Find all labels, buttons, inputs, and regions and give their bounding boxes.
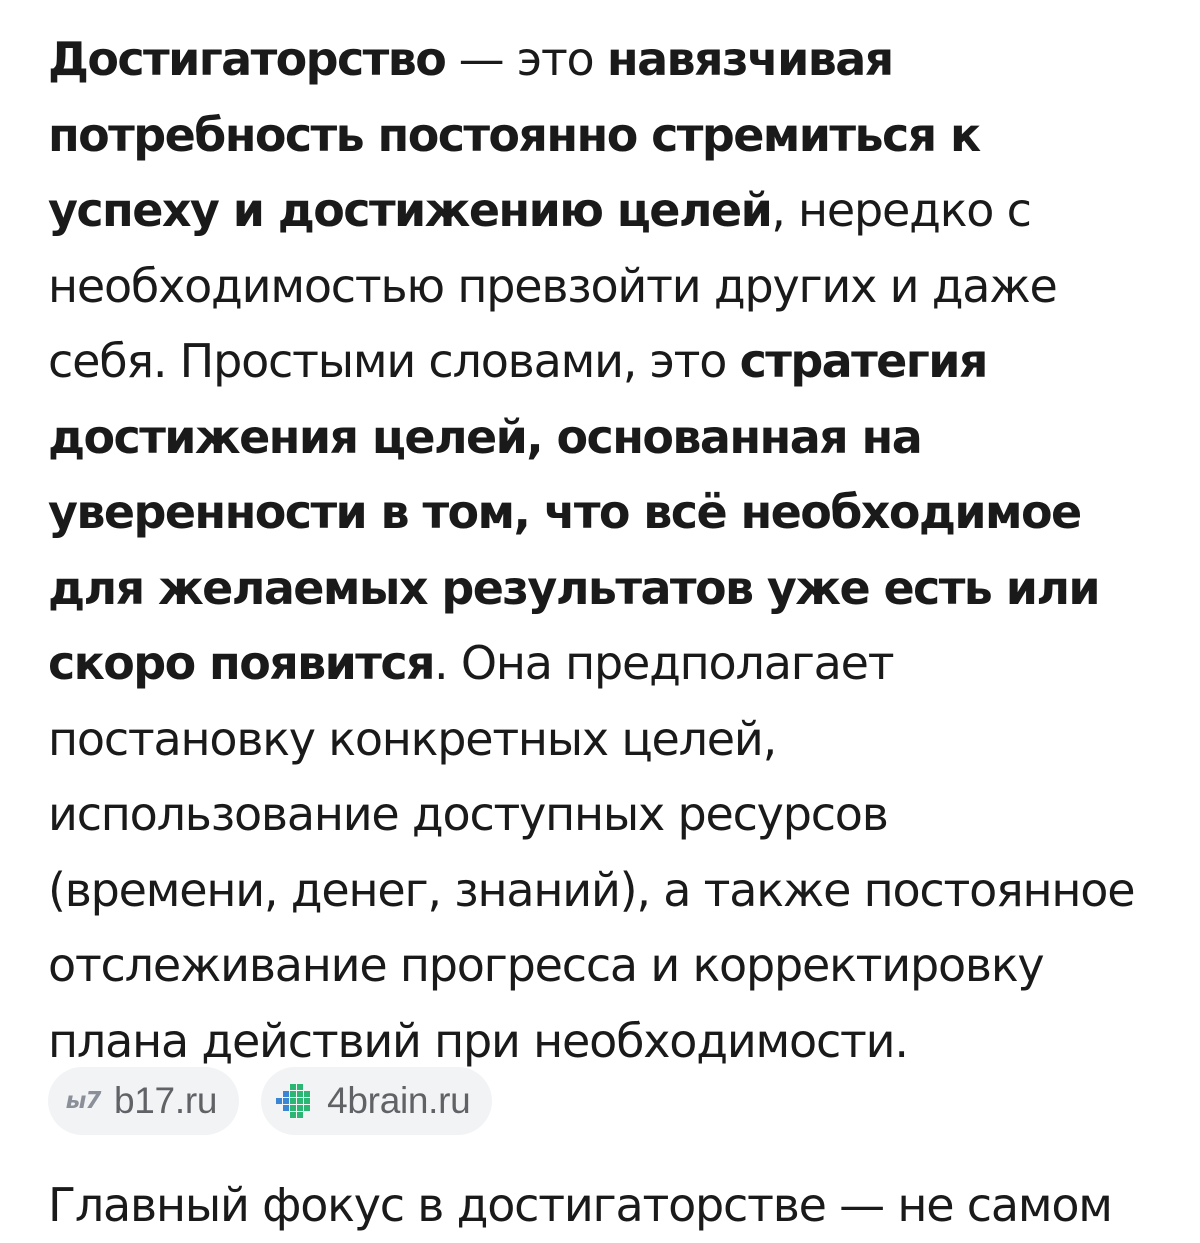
source-chip-4brain[interactable]: [261, 1067, 492, 1135]
bold-term: успеху и достижению целей: [48, 183, 772, 237]
text-run: отслеживание прогресса и корректировку: [48, 938, 1044, 992]
bold-term: уверенности в том, что всё необходимое: [48, 485, 1081, 539]
bold-term: стратегия: [739, 334, 987, 388]
answer-line: [48, 702, 1200, 778]
text-run: себя. Простыми словами, это: [48, 334, 740, 388]
bold-term: потребность постоянно стремиться к: [48, 107, 980, 162]
answer-line: [48, 98, 1200, 174]
source-chips: [48, 1067, 492, 1135]
text-run: постановку конкретных целей,: [48, 711, 777, 766]
source-label: 4brain.ru: [327, 1080, 471, 1121]
answer-line: [48, 173, 1200, 249]
bold-term: Достигаторство: [48, 32, 446, 86]
answer-line: [48, 551, 1200, 627]
text-run: — это: [445, 32, 607, 86]
answer-line: [48, 777, 1200, 853]
text-run: (времени, денег, знаний), а также постоянное: [48, 862, 1135, 917]
text-run: , нередко с: [771, 183, 1031, 237]
bold-term: для желаемых результатов уже есть или: [48, 560, 1100, 615]
text-run: необходимостью превзойти других и даже: [48, 258, 1057, 313]
answer-line: [48, 249, 1200, 325]
next-paragraph: Главный фокус в достигаторстве — не самом: [48, 1178, 1112, 1232]
text-run: плана действий при необходимости.: [48, 1013, 908, 1068]
bold-term: достижения целей, основанная на: [48, 409, 922, 464]
4brain-favicon-icon: [275, 1080, 317, 1122]
answer-text: [48, 22, 1200, 1079]
answer-line: [48, 928, 1200, 1004]
b17-favicon-icon: ы7: [65, 1088, 101, 1114]
text-run: . Она предполагает: [433, 636, 894, 690]
bold-term: скоро появится: [48, 636, 434, 690]
source-label: b17.ru: [114, 1080, 218, 1121]
source-chip-b17[interactable]: [48, 1067, 239, 1135]
answer-line: [48, 853, 1200, 929]
answer-line: [48, 22, 1200, 98]
answer-line: [48, 475, 1200, 551]
answer-line: [48, 324, 1200, 400]
text-run: использование доступных ресурсов: [48, 787, 888, 841]
bold-term: навязчивая: [606, 32, 893, 86]
answer-line: [48, 626, 1200, 702]
answer-line: [48, 400, 1200, 476]
